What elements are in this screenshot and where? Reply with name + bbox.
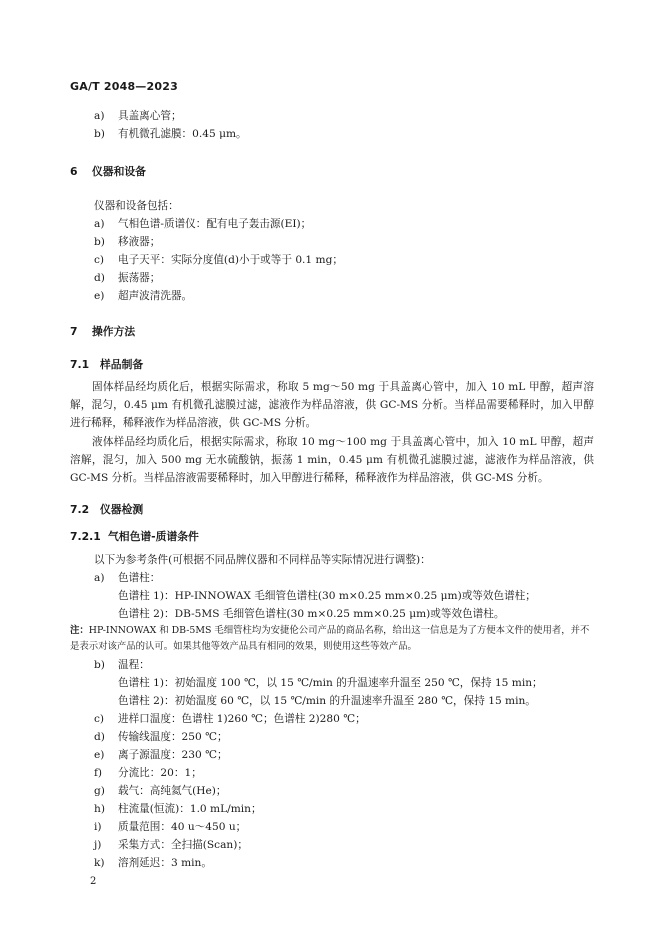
- paragraph-liquid-sample: 液体样品经均质化后，根据实际需求，称取 10 mg～100 mg 于具盖离心管中，加入 10 mL 甲醇，超声溶解，混匀，加入 500 mg 无水硫酸钠，振荡 1 min，0.45 μm 有机微孔滤膜过滤，滤液作为样品溶液，供 GC-MS 分析。当样品溶液需要稀释时，加入甲醇进行稀释，稀释液作为样品溶液，供 GC-MS 分析。: [70, 436, 594, 484]
- list-item-label: e): [94, 290, 105, 302]
- list-item: [94, 217, 311, 231]
- list-item-label: i): [94, 821, 102, 833]
- list-item: [94, 856, 212, 870]
- list-item-text: 超声波清洗器。: [118, 290, 193, 302]
- column-1-temperature-program: 色谱柱 1)：初始温度 100 ℃，以 15 ℃/min 的升温速率升温至 250 ℃，保持 15 min；: [118, 677, 543, 689]
- column-2-temperature-program: 色谱柱 2)：初始温度 60 ℃，以 15 ℃/min 的升温速率升温至 280 ℃，保持 15 min。: [118, 695, 536, 707]
- list-item-label: k): [94, 857, 105, 869]
- section-6-intro: 仪器和设备包括：: [94, 200, 179, 212]
- list-item-label: g): [94, 785, 105, 797]
- list-item-text: 具盖离心管；: [118, 110, 182, 122]
- section-7-heading: [70, 324, 135, 339]
- section-number: 6: [70, 165, 78, 178]
- list-item-label: f): [94, 767, 103, 779]
- list-item-text: 传输线温度：250 ℃；: [118, 731, 228, 743]
- section-title: 样品制备: [100, 358, 144, 371]
- section-title: 仪器检测: [100, 503, 144, 516]
- list-item-text: 振荡器；: [118, 272, 161, 284]
- list-item: [94, 766, 202, 780]
- section-title: 仪器和设备: [92, 165, 146, 178]
- page-number: 2: [90, 876, 97, 887]
- list-item-text: 移液器；: [118, 236, 161, 248]
- column-2-spec: 色谱柱 2)：DB-5MS 毛细管色谱柱(30 m×0.25 mm×0.25 μm)或等效色谱柱。: [118, 608, 505, 620]
- section-number: 7.1: [70, 358, 90, 371]
- note-text: HP-INNOWAX 和 DB-5MS 毛细管柱均为安捷伦公司产品的商品名称，给出这一信息是为了方便本文件的使用者，并不是表示对该产品的认可。如果其他等效产品具有相同的效果，则使用这些等效产品。: [70, 625, 590, 652]
- list-item-label: b): [94, 236, 105, 248]
- list-item-label: a): [94, 218, 105, 230]
- list-item: [94, 712, 366, 726]
- list-item-label: d): [94, 731, 105, 743]
- list-item-label: h): [94, 803, 105, 815]
- section-number: 7.2: [70, 503, 90, 516]
- list-item-label: b): [94, 128, 105, 140]
- section-6-heading: [70, 164, 146, 179]
- list-item: [94, 235, 160, 249]
- list-item-label: d): [94, 272, 105, 284]
- list-item: [94, 109, 182, 123]
- list-item-text: 电子天平：实际分度值(d)小于或等于 0.1 mg；: [118, 254, 343, 266]
- list-item-text: 色谱柱：: [118, 572, 161, 584]
- list-item-text: 气相色谱-质谱仪：配有电子轰击源(EI)；: [118, 218, 312, 230]
- list-item: [94, 730, 228, 744]
- section-number: 7.2.1: [70, 530, 101, 543]
- list-item: [94, 289, 192, 303]
- list-item: [94, 784, 227, 798]
- document-id-header: GA/T 2048—2023: [70, 80, 178, 93]
- list-item-text: 载气：高纯氦气(He)；: [118, 785, 227, 797]
- list-item-text: 质量范围：40 u～450 u；: [118, 821, 247, 833]
- conditions-intro: 以下为参考条件(可根据不同品牌仪器和不同样品等实际情况进行调整)：: [94, 554, 431, 566]
- list-item: [94, 748, 228, 762]
- list-item-text: 有机微孔滤膜：0.45 μm。: [118, 128, 247, 140]
- list-item: [94, 820, 246, 834]
- list-item-label: a): [94, 110, 105, 122]
- list-item-text: 溶剂延迟：3 min。: [118, 857, 212, 869]
- section-7-2-heading: [70, 502, 143, 517]
- list-item-text: 柱流量(恒流)：1.0 mL/min；: [118, 803, 262, 815]
- list-item-label: a): [94, 572, 105, 584]
- column-1-spec: 色谱柱 1)：HP-INNOWAX 毛细管色谱柱(30 m×0.25 mm×0.25 μm)或等效色谱柱；: [118, 590, 536, 602]
- list-item-label: b): [94, 659, 105, 671]
- section-title: 气相色谱-质谱条件: [108, 530, 199, 543]
- list-item-label: e): [94, 749, 105, 761]
- list-item-text: 温程：: [118, 659, 150, 671]
- list-item-text: 离子源温度：230 ℃；: [118, 749, 228, 761]
- list-item-label: c): [94, 713, 105, 725]
- list-item-label: j): [94, 839, 102, 851]
- section-7-1-heading: [70, 357, 143, 372]
- list-item: [94, 253, 343, 267]
- list-item-text: 进样口温度：色谱柱 1)260 ℃；色谱柱 2)280 ℃；: [118, 713, 366, 725]
- section-number: 7: [70, 325, 78, 338]
- section-7-2-1-heading: [70, 529, 199, 544]
- section-title: 操作方法: [92, 325, 136, 338]
- list-item-text: 采集方式：全扫描(Scan)；: [118, 839, 248, 851]
- paragraph-solid-sample: 固体样品经均质化后，根据实际需求，称取 5 mg～50 mg 于具盖离心管中，加入 10 mL 甲醇，超声溶解，混匀，0.45 μm 有机微孔滤膜过滤，滤液作为样品溶液，供 GC-MS 分析。当样品需要稀释时，加入甲醇进行稀释，稀释液作为样品溶液，供 GC-MS 分析。: [70, 381, 594, 429]
- list-item: [94, 571, 160, 585]
- list-item: [94, 658, 150, 672]
- list-item: [94, 271, 160, 285]
- list-item: [94, 838, 248, 852]
- list-item: [94, 127, 247, 141]
- note: [70, 623, 594, 655]
- list-item-text: 分流比：20：1；: [118, 767, 202, 779]
- list-item: [94, 802, 262, 816]
- list-item-label: c): [94, 254, 105, 266]
- note-label: 注：: [70, 625, 89, 636]
